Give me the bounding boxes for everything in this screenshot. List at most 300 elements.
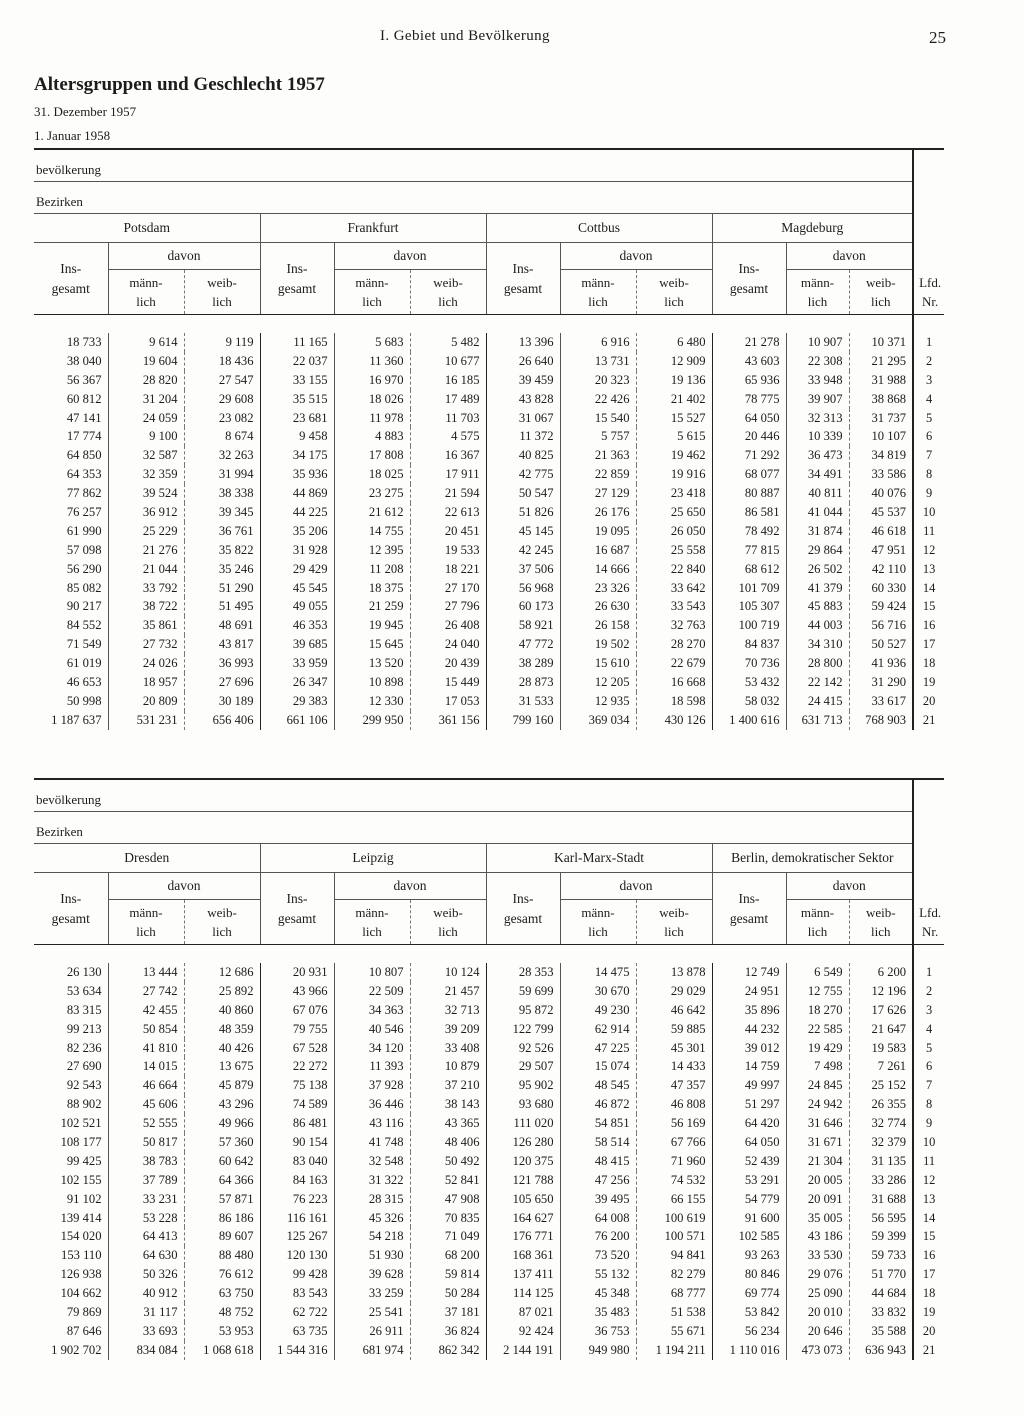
lfd-nr-header [913, 779, 944, 944]
cell-value: 16 687 [560, 541, 636, 560]
cell-value: 47 357 [636, 1076, 712, 1095]
table-row [34, 1265, 944, 1284]
cell-value: 22 613 [410, 503, 486, 522]
cell-value: 10 124 [410, 963, 486, 982]
district-header: Berlin, demokratischer Sektor [712, 844, 913, 873]
lich-label: lich [212, 924, 232, 939]
cell-value: 59 733 [849, 1246, 913, 1265]
cell-value: 12 205 [560, 673, 636, 692]
nr-label: Nr. [921, 924, 939, 939]
cell-value: 21 594 [410, 484, 486, 503]
cell-value: 21 457 [410, 982, 486, 1001]
cell-value: 19 095 [560, 522, 636, 541]
table-row [34, 1227, 944, 1246]
row-number: 14 [913, 579, 944, 598]
davon-header: davon [108, 873, 260, 900]
table-row [34, 963, 944, 982]
lich-label: lich [212, 294, 232, 309]
cell-value: 14 433 [636, 1057, 712, 1076]
row-number: 12 [913, 1171, 944, 1190]
cell-value: 92 543 [66, 1078, 102, 1093]
cell-value: 7 261 [849, 1057, 913, 1076]
lich-label: lich [807, 294, 828, 309]
total-value: 299 950 [334, 711, 410, 730]
ins-label: Ins- [286, 890, 308, 906]
cell-value: 32 763 [636, 616, 712, 635]
lich-label: lich [664, 294, 684, 309]
cell-value: 92 526 [486, 1039, 560, 1058]
cell-value: 41 748 [334, 1133, 410, 1152]
cell-value: 51 297 [712, 1095, 786, 1114]
cell-value: 40 076 [849, 484, 913, 503]
cell-value: 4 883 [334, 427, 410, 446]
cell-value: 36 824 [410, 1322, 486, 1341]
lich-label: lich [362, 924, 382, 939]
weiblich-header [849, 270, 913, 315]
cell-value: 39 685 [260, 635, 334, 654]
total-value: 473 073 [786, 1341, 849, 1360]
insgesamt-header [486, 873, 560, 945]
cell-value: 36 473 [786, 446, 849, 465]
cell-value: 59 424 [849, 597, 913, 616]
cell-value: 56 595 [849, 1209, 913, 1228]
cell-value: 38 143 [410, 1095, 486, 1114]
total-value: 1 544 316 [260, 1341, 334, 1360]
cell-value: 17 774 [66, 429, 102, 444]
row-number: 18 [913, 654, 944, 673]
cell-value: 21 259 [334, 597, 410, 616]
gesamt-label: gesamt [277, 910, 317, 926]
weib-label: weib- [866, 275, 896, 290]
cell-value: 45 301 [636, 1039, 712, 1058]
cell-value: 48 545 [560, 1076, 636, 1095]
cell-value: 49 230 [560, 1001, 636, 1020]
nr-label: Nr. [921, 294, 939, 309]
cell-value: 88 480 [184, 1246, 260, 1265]
cell-value: 114 125 [486, 1284, 560, 1303]
total-value: 656 406 [184, 711, 260, 730]
cell-value: 12 395 [334, 541, 410, 560]
total-value: 1 194 211 [636, 1341, 712, 1360]
cell-value: 34 310 [786, 635, 849, 654]
cell-value: 39 012 [712, 1039, 786, 1058]
cell-value: 5 615 [636, 427, 712, 446]
maenn-label: männ- [800, 905, 835, 920]
cell-value: 43 828 [486, 390, 560, 409]
insgesamt-header [260, 243, 334, 315]
cell-value: 26 630 [560, 597, 636, 616]
row-number: 7 [913, 1076, 944, 1095]
cell-value: 36 761 [184, 522, 260, 541]
weib-label: weib- [207, 275, 237, 290]
cell-value: 15 540 [560, 409, 636, 428]
cell-value: 33 617 [849, 692, 913, 711]
cell-value: 33 155 [260, 371, 334, 390]
weib-label: weib- [207, 905, 237, 920]
cell-value: 99 213 [66, 1021, 102, 1036]
table-row [34, 982, 944, 1001]
cell-value: 51 930 [334, 1246, 410, 1265]
total-value: 430 126 [636, 711, 712, 730]
cell-value: 49 997 [712, 1076, 786, 1095]
table-row [34, 465, 944, 484]
cell-value: 56 169 [636, 1114, 712, 1133]
cell-value: 13 396 [486, 333, 560, 352]
cell-value: 60 330 [849, 579, 913, 598]
cell-value: 45 348 [560, 1284, 636, 1303]
cell-value: 14 759 [712, 1057, 786, 1076]
cell-value: 37 210 [410, 1076, 486, 1095]
davon-header: davon [560, 873, 712, 900]
ins-label: Ins- [738, 890, 760, 906]
cell-value: 13 444 [108, 963, 184, 982]
cell-value: 39 628 [334, 1265, 410, 1284]
cell-value: 10 907 [786, 333, 849, 352]
cell-value: 27 547 [184, 371, 260, 390]
cell-value: 82 279 [636, 1265, 712, 1284]
row-number: 3 [913, 371, 944, 390]
cell-value: 91 600 [712, 1209, 786, 1228]
gesamt-label: gesamt [729, 910, 769, 926]
cell-value: 71 049 [410, 1227, 486, 1246]
cell-value: 52 555 [108, 1114, 184, 1133]
cell-value: 95 902 [486, 1076, 560, 1095]
cell-value: 51 826 [486, 503, 560, 522]
weiblich-header [636, 270, 712, 315]
cell-value: 68 200 [410, 1246, 486, 1265]
cell-value: 58 514 [560, 1133, 636, 1152]
top-table [34, 148, 944, 730]
table-row [34, 654, 944, 673]
cell-value: 86 481 [260, 1114, 334, 1133]
maenn-label: männ- [800, 275, 835, 290]
cell-value: 137 411 [486, 1265, 560, 1284]
cell-value: 73 520 [560, 1246, 636, 1265]
cell-value: 5 482 [410, 333, 486, 352]
cell-value: 111 020 [486, 1114, 560, 1133]
cell-value: 44 232 [712, 1020, 786, 1039]
cell-value: 20 439 [410, 654, 486, 673]
cell-value: 20 091 [786, 1190, 849, 1209]
cell-value: 47 225 [560, 1039, 636, 1058]
row-number: 11 [913, 1152, 944, 1171]
cell-value: 15 449 [410, 673, 486, 692]
total-value: 531 231 [108, 711, 184, 730]
cell-value: 9 119 [184, 333, 260, 352]
cell-value: 22 859 [560, 465, 636, 484]
row-number: 15 [913, 1227, 944, 1246]
cell-value: 78 492 [712, 522, 786, 541]
table-row [34, 1209, 944, 1228]
table-row [34, 560, 944, 579]
cell-value: 70 835 [410, 1209, 486, 1228]
cell-value: 12 755 [786, 982, 849, 1001]
cell-value: 99 428 [260, 1265, 334, 1284]
cell-value: 47 908 [410, 1190, 486, 1209]
weib-label: weib- [659, 905, 689, 920]
maenn-label: männ- [581, 275, 615, 290]
cell-value: 18 025 [334, 465, 410, 484]
cell-value: 45 606 [108, 1095, 184, 1114]
cell-value: 95 872 [486, 1001, 560, 1020]
cell-value: 20 931 [260, 963, 334, 982]
cell-value: 64 353 [66, 467, 102, 482]
row-number: 15 [913, 597, 944, 616]
cell-value: 12 935 [560, 692, 636, 711]
lich-label: lich [664, 924, 684, 939]
cell-value: 51 538 [636, 1303, 712, 1322]
cell-value: 82 236 [66, 1040, 102, 1055]
subtitle-date-2: 1. Januar 1958 [34, 128, 111, 143]
cell-value: 71 549 [66, 637, 102, 652]
cell-value: 32 313 [786, 409, 849, 428]
row-number: 18 [913, 1284, 944, 1303]
cell-value: 20 809 [108, 692, 184, 711]
cell-value: 49 966 [184, 1114, 260, 1133]
cell-value: 40 811 [786, 484, 849, 503]
cell-value: 56 290 [66, 561, 102, 576]
cell-value: 24 951 [712, 982, 786, 1001]
cell-value: 10 371 [849, 333, 913, 352]
row-number: 6 [913, 427, 944, 446]
cell-value: 27 742 [108, 982, 184, 1001]
cell-value: 6 480 [636, 333, 712, 352]
cell-value: 44 684 [849, 1284, 913, 1303]
cell-value: 28 270 [636, 635, 712, 654]
cell-value: 33 959 [260, 654, 334, 673]
cell-value: 89 607 [184, 1227, 260, 1246]
cell-value: 62 914 [560, 1020, 636, 1039]
cell-value: 51 290 [184, 579, 260, 598]
cell-value: 59 814 [410, 1265, 486, 1284]
cell-value: 45 145 [486, 522, 560, 541]
cell-value: 33 642 [636, 579, 712, 598]
cell-value: 40 825 [486, 446, 560, 465]
caption-bevoelkerung: bevölkerung [34, 779, 913, 812]
cell-value: 5 683 [334, 333, 410, 352]
cell-value: 79 755 [260, 1020, 334, 1039]
cell-value: 27 129 [560, 484, 636, 503]
cell-value: 64 008 [560, 1209, 636, 1228]
cell-value: 26 911 [334, 1322, 410, 1341]
cell-value: 35 246 [184, 560, 260, 579]
cell-value: 25 558 [636, 541, 712, 560]
subtitle-date-1: 31. Dezember 1957 [34, 104, 137, 119]
cell-value: 102 155 [60, 1172, 102, 1187]
cell-value: 5 757 [560, 427, 636, 446]
cell-value: 94 841 [636, 1246, 712, 1265]
cell-value: 28 820 [108, 371, 184, 390]
caption-bezirken: Bezirken [34, 812, 913, 844]
cell-value: 45 883 [786, 597, 849, 616]
ins-label: Ins- [60, 890, 82, 906]
cell-value: 50 326 [108, 1265, 184, 1284]
cell-value: 23 082 [184, 409, 260, 428]
cell-value: 22 509 [334, 982, 410, 1001]
davon-header: davon [786, 243, 913, 270]
cell-value: 48 415 [560, 1152, 636, 1171]
cell-value: 77 815 [712, 541, 786, 560]
cell-value: 42 245 [486, 541, 560, 560]
cell-value: 33 231 [108, 1190, 184, 1209]
cell-value: 50 492 [410, 1152, 486, 1171]
table-row [34, 1322, 944, 1341]
cell-value: 15 610 [560, 654, 636, 673]
cell-value: 31 646 [786, 1114, 849, 1133]
cell-value: 49 055 [260, 597, 334, 616]
cell-value: 44 225 [260, 503, 334, 522]
cell-value: 25 229 [108, 522, 184, 541]
maenn-label: männ- [129, 905, 163, 920]
row-number: 21 [913, 1341, 944, 1360]
cell-value: 38 289 [486, 654, 560, 673]
cell-value: 20 646 [786, 1322, 849, 1341]
insgesamt-header [486, 243, 560, 315]
insgesamt-header [34, 243, 108, 315]
cell-value: 125 267 [260, 1227, 334, 1246]
cell-value: 26 347 [260, 673, 334, 692]
cell-value: 22 037 [260, 352, 334, 371]
total-value: 799 160 [486, 711, 560, 730]
weiblich-header [410, 270, 486, 315]
cell-value: 13 878 [636, 963, 712, 982]
maenn-label: männ- [355, 275, 389, 290]
cell-value: 90 217 [66, 599, 102, 614]
cell-value: 27 170 [410, 579, 486, 598]
table-row [34, 333, 944, 352]
cell-value: 26 130 [66, 964, 102, 979]
cell-value: 17 808 [334, 446, 410, 465]
cell-value: 50 998 [66, 693, 102, 708]
cell-value: 31 737 [849, 409, 913, 428]
total-value: 1 902 702 [51, 1342, 102, 1357]
row-number: 8 [913, 465, 944, 484]
cell-value: 25 650 [636, 503, 712, 522]
district-header: Frankfurt [260, 214, 486, 243]
row-number: 14 [913, 1209, 944, 1228]
cell-value: 26 640 [486, 352, 560, 371]
cell-value: 53 291 [712, 1171, 786, 1190]
cell-value: 15 074 [560, 1057, 636, 1076]
cell-value: 46 618 [849, 522, 913, 541]
row-number: 12 [913, 541, 944, 560]
cell-value: 12 686 [184, 963, 260, 982]
table-row [34, 541, 944, 560]
cell-value: 43 116 [334, 1114, 410, 1133]
cell-value: 34 491 [786, 465, 849, 484]
cell-value: 12 909 [636, 352, 712, 371]
cell-value: 19 136 [636, 371, 712, 390]
cell-value: 139 414 [60, 1210, 102, 1225]
cell-value: 116 161 [260, 1209, 334, 1228]
cell-value: 46 872 [560, 1095, 636, 1114]
cell-value: 22 308 [786, 352, 849, 371]
lich-label: lich [871, 924, 891, 939]
cell-value: 10 898 [334, 673, 410, 692]
lfd-nr-header [913, 149, 944, 314]
weiblich-header [849, 900, 913, 945]
cell-value: 11 208 [334, 560, 410, 579]
row-number: 13 [913, 560, 944, 579]
cell-value: 86 186 [184, 1209, 260, 1228]
cell-value: 22 142 [786, 673, 849, 692]
cell-value: 13 731 [560, 352, 636, 371]
cell-value: 68 612 [712, 560, 786, 579]
cell-value: 50 547 [486, 484, 560, 503]
cell-value: 36 753 [560, 1322, 636, 1341]
cell-value: 34 175 [260, 446, 334, 465]
total-value: 1 187 637 [51, 712, 102, 727]
cell-value: 74 589 [260, 1095, 334, 1114]
row-number: 2 [913, 352, 944, 371]
bottom-table [34, 778, 944, 1360]
cell-value: 33 693 [108, 1322, 184, 1341]
cell-value: 50 284 [410, 1284, 486, 1303]
cell-value: 39 209 [410, 1020, 486, 1039]
cell-value: 39 495 [560, 1190, 636, 1209]
row-number: 16 [913, 1246, 944, 1265]
cell-value: 66 155 [636, 1190, 712, 1209]
cell-value: 32 263 [184, 446, 260, 465]
table-row [34, 1039, 944, 1058]
cell-value: 46 353 [260, 616, 334, 635]
cell-value: 30 189 [184, 692, 260, 711]
cell-value: 68 777 [636, 1284, 712, 1303]
insgesamt-header [712, 873, 786, 945]
cell-value: 22 426 [560, 390, 636, 409]
cell-value: 26 176 [560, 503, 636, 522]
cell-value: 52 841 [410, 1171, 486, 1190]
cell-value: 39 459 [486, 371, 560, 390]
cell-value: 64 850 [66, 448, 102, 463]
davon-header: davon [108, 243, 260, 270]
cell-value: 43 365 [410, 1114, 486, 1133]
cell-value: 20 005 [786, 1171, 849, 1190]
cell-value: 11 393 [334, 1057, 410, 1076]
cell-value: 10 107 [849, 427, 913, 446]
cell-value: 33 530 [786, 1246, 849, 1265]
row-number: 21 [913, 711, 944, 730]
cell-value: 31 533 [486, 692, 560, 711]
row-number: 5 [913, 409, 944, 428]
davon-header: davon [334, 873, 486, 900]
weib-label: weib- [433, 275, 463, 290]
cell-value: 33 792 [108, 579, 184, 598]
cell-value: 100 571 [636, 1227, 712, 1246]
cell-value: 59 399 [849, 1227, 913, 1246]
lich-label: lich [807, 924, 828, 939]
cell-value: 16 970 [334, 371, 410, 390]
cell-value: 19 604 [108, 352, 184, 371]
row-number: 7 [913, 446, 944, 465]
row-number: 2 [913, 982, 944, 1001]
cell-value: 17 489 [410, 390, 486, 409]
cell-value: 55 132 [560, 1265, 636, 1284]
cell-value: 11 978 [334, 409, 410, 428]
cell-value: 19 502 [560, 635, 636, 654]
table-row [34, 635, 944, 654]
cell-value: 65 936 [712, 371, 786, 390]
cell-value: 39 524 [108, 484, 184, 503]
row-number: 9 [913, 484, 944, 503]
cell-value: 23 326 [560, 579, 636, 598]
cell-value: 86 581 [712, 503, 786, 522]
cell-value: 38 338 [184, 484, 260, 503]
cell-value: 83 315 [66, 1002, 102, 1017]
cell-value: 40 912 [108, 1284, 184, 1303]
cell-value: 50 527 [849, 635, 913, 654]
lich-label: lich [438, 924, 458, 939]
